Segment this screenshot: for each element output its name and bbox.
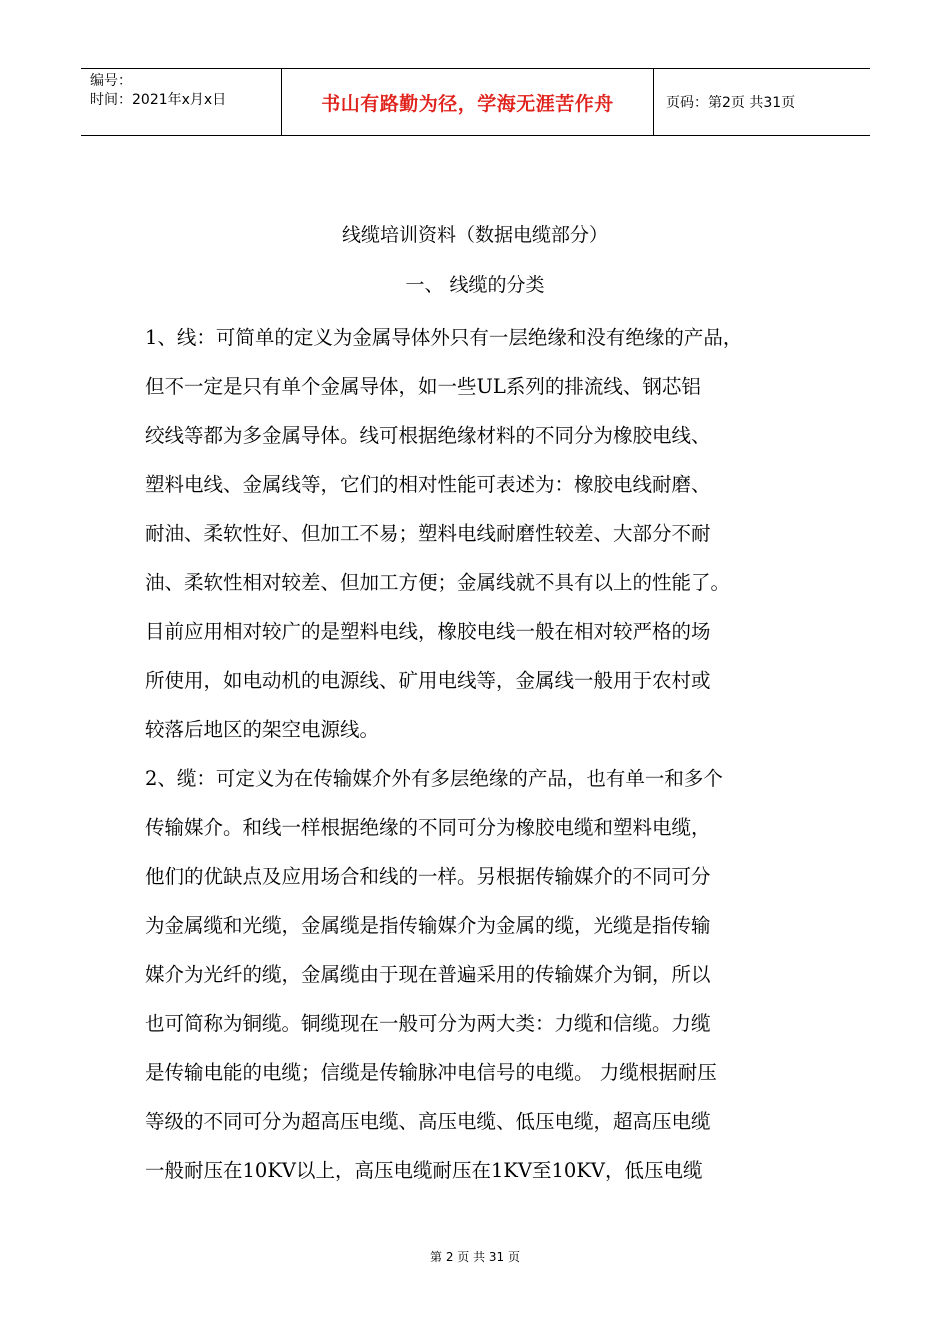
header-motto-cell xyxy=(282,69,654,135)
header-motto: 书山有路勤为径，学海无涯苦作舟 xyxy=(321,92,614,115)
body-text-line: 等级的不同可分为超高压电缆、高压电缆、低压电缆，超高压电缆 xyxy=(145,1110,711,1133)
body-text-line: 塑料电线、金属线等，它们的相对性能可表述为：橡胶电线耐磨、 xyxy=(145,473,711,496)
document-date-label: 时间：2021年x月x日 xyxy=(90,92,227,108)
page-footer: 第 2 页 共 31 页 xyxy=(430,1250,520,1264)
document-header xyxy=(81,68,870,136)
body-text-line: 目前应用相对较广的是塑料电线，橡胶电线一般在相对较严格的场 xyxy=(145,620,711,643)
header-page-label: 页码：第2页 共31页 xyxy=(666,95,796,111)
document-body xyxy=(145,313,835,1195)
document-number-label: 编号： xyxy=(90,73,132,89)
body-text-line: 一般耐压在10KV以上，高压电缆耐压在1KV至10KV，低压电缆 xyxy=(145,1159,703,1182)
header-page-cell xyxy=(654,69,870,135)
body-text-line: 他们的优缺点及应用场合和线的一样。另根据传输媒介的不同可分 xyxy=(145,865,711,888)
body-text-line: 也可简称为铜缆。铜缆现在一般可分为两大类：力缆和信缆。力缆 xyxy=(145,1012,711,1035)
document-title: 线缆培训资料（数据电缆部分） xyxy=(341,224,608,246)
body-text-line: 传输媒介。和线一样根据绝缘的不同可分为橡胶电缆和塑料电缆， xyxy=(145,816,711,839)
body-text-line: 所使用，如电动机的电源线、矿用电线等，金属线一般用于农村或 xyxy=(145,669,711,692)
body-text-line: 较落后地区的架空电源线。 xyxy=(145,718,380,741)
body-text-line: 油、柔软性相对较差、但加工方便；金属线就不具有以上的性能了。 xyxy=(145,571,731,594)
section-heading: 一、 线缆的分类 xyxy=(405,274,545,296)
body-text-line: 耐油、柔软性好、但加工不易；塑料电线耐磨性较差、大部分不耐 xyxy=(145,522,711,545)
header-meta xyxy=(81,69,282,135)
body-text-line: 为金属缆和光缆，金属缆是指传输媒介为金属的缆，光缆是指传输 xyxy=(145,914,711,937)
body-text-line: 2、缆：可定义为在传输媒介外有多层绝缘的产品，也有单一和多个 xyxy=(145,767,723,790)
body-text-line: 但不一定是只有单个金属导体，如一些UL系列的排流线、钢芯铝 xyxy=(145,375,701,398)
body-text-line: 是传输电能的电缆；信缆是传输脉冲电信号的电缆。 力缆根据耐压 xyxy=(145,1061,717,1084)
body-text-line: 绞线等都为多金属导体。线可根据绝缘材料的不同分为橡胶电线、 xyxy=(145,424,711,447)
body-text-line: 1、线：可简单的定义为金属导体外只有一层绝缘和没有绝缘的产品， xyxy=(145,326,743,349)
body-text-line: 媒介为光纤的缆，金属缆由于现在普遍采用的传输媒介为铜，所以 xyxy=(145,963,711,986)
